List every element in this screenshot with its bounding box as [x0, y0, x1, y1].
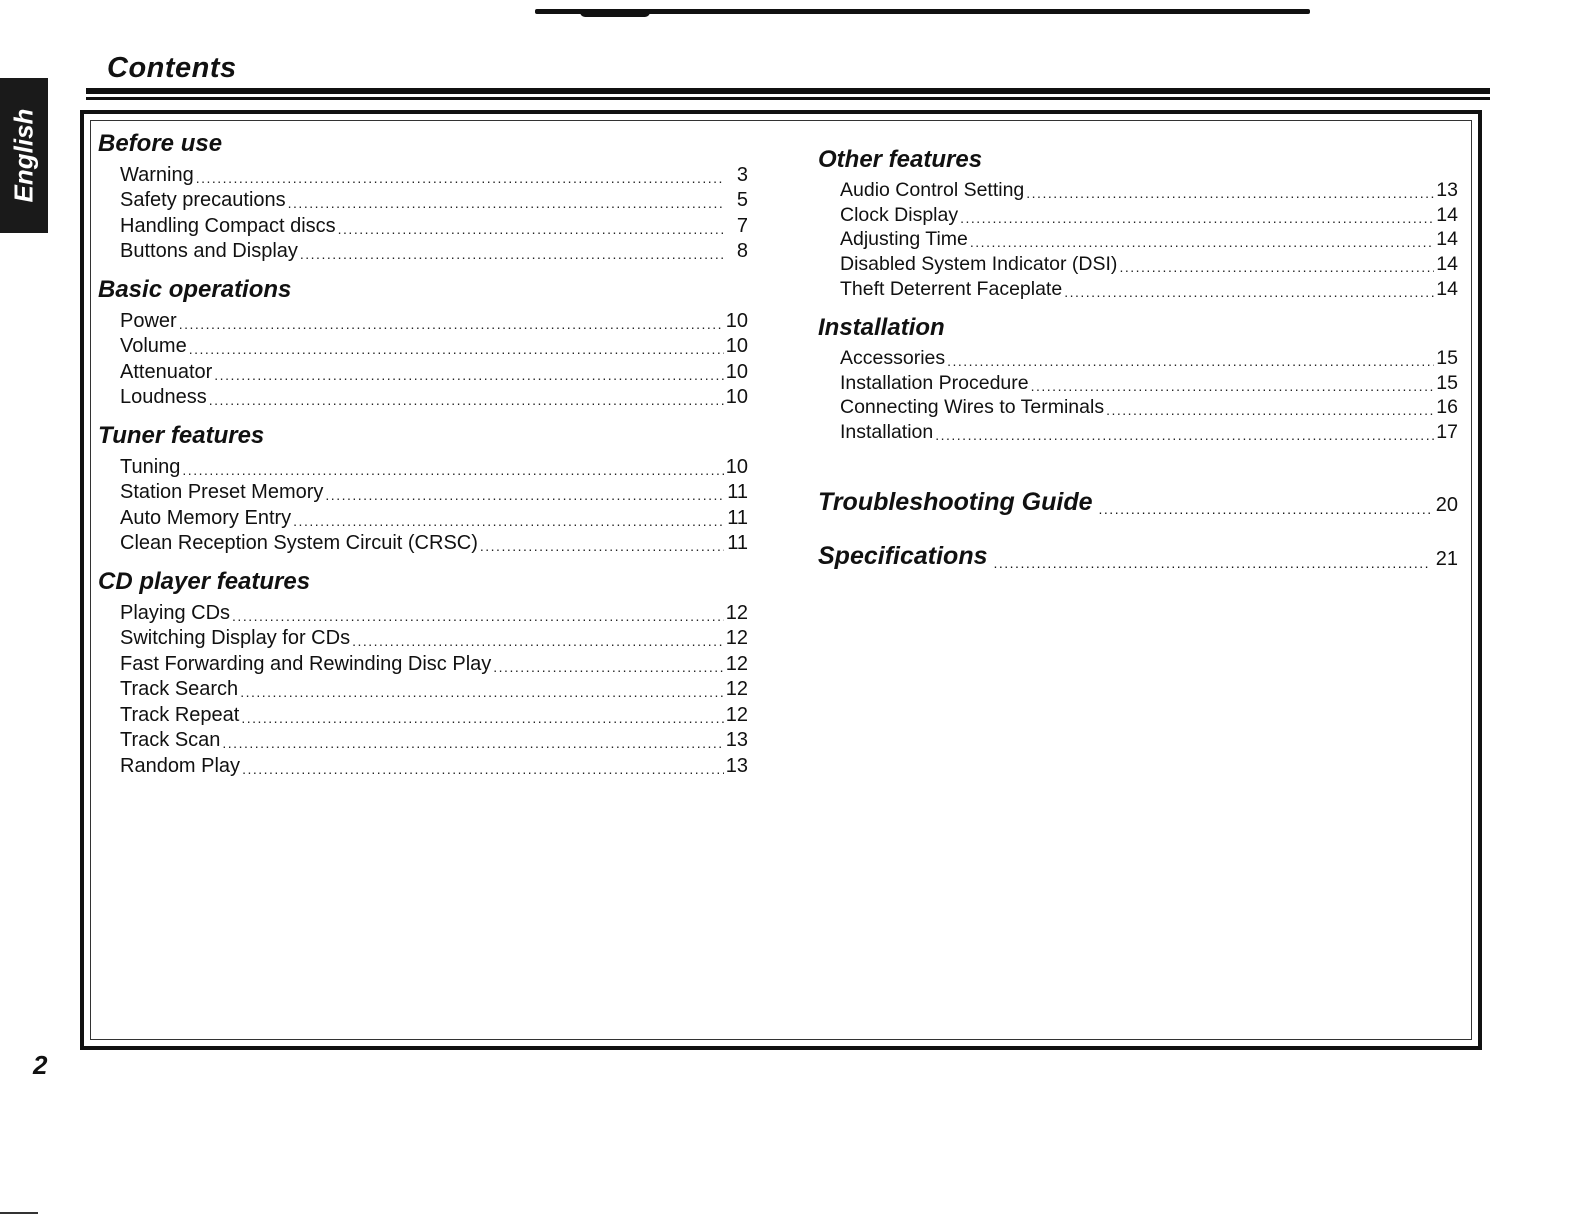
entry-label: Auto Memory Entry: [120, 506, 292, 529]
dot-leader: [994, 555, 1430, 571]
toc-entry[interactable]: [98, 753, 748, 779]
toc-entry[interactable]: [98, 334, 748, 360]
dot-leader: [196, 168, 724, 188]
dot-leader: [241, 708, 723, 728]
dot-leader: [480, 536, 724, 556]
entry-page-number: 11: [727, 481, 748, 503]
toc-section: [818, 146, 1458, 302]
major-entry-page-number: 21: [1435, 548, 1458, 571]
dot-leader: [288, 193, 724, 213]
section-title: Installation: [818, 313, 945, 341]
entry-label: Track Repeat: [120, 703, 240, 726]
dot-leader: [1026, 183, 1434, 203]
entry-page-number: 14: [1436, 228, 1458, 251]
toc-section: [98, 568, 748, 779]
entry-page-number: 10: [725, 386, 748, 408]
toc-entry[interactable]: [98, 505, 748, 531]
entry-page-number: 12: [725, 652, 748, 675]
entry-page-number: 3: [736, 163, 748, 186]
entry-label: Theft Deterrent Faceplate: [840, 277, 1063, 300]
entry-label: Power: [120, 309, 177, 332]
left-column: [98, 130, 748, 791]
toc-entry[interactable]: [98, 651, 748, 677]
dot-leader: [970, 232, 1434, 252]
entry-label: Installation: [840, 421, 934, 444]
toc-entry[interactable]: [818, 371, 1458, 396]
entry-label: Connecting Wires to Terminals: [840, 396, 1105, 419]
toc-entry[interactable]: [98, 480, 748, 506]
dot-leader: [1031, 376, 1434, 396]
title-rule: [86, 88, 1490, 94]
entry-page-number: 10: [725, 455, 748, 478]
entry-page-number: 15: [1436, 371, 1458, 394]
toc-entry[interactable]: [98, 188, 748, 214]
entry-label: Playing CDs: [120, 601, 231, 624]
dot-leader: [1119, 257, 1434, 277]
entry-label: Volume: [120, 335, 187, 357]
entry-page-number: 14: [1436, 277, 1458, 300]
toc-entry[interactable]: [98, 600, 748, 626]
top-scan-rule-accent: [580, 12, 650, 17]
dot-leader: [1064, 282, 1434, 302]
entry-page-number: 13: [1436, 178, 1458, 201]
entry-label: Warning: [120, 163, 194, 186]
toc-entry[interactable]: [98, 213, 748, 239]
toc-entry[interactable]: [818, 346, 1458, 371]
toc-entry[interactable]: [818, 203, 1458, 228]
section-title: Other features: [818, 146, 983, 173]
entry-label: Station Preset Memory: [120, 481, 324, 503]
dot-leader: [179, 314, 724, 334]
dot-leader: [222, 733, 723, 753]
entry-page-number: 10: [725, 335, 748, 357]
entry-page-number: 13: [725, 754, 748, 777]
toc-entry[interactable]: [98, 385, 748, 411]
entry-label: Clean Reception System Circuit (CRSC): [120, 532, 478, 554]
entry-label: Fast Forwarding and Rewinding Disc Play: [120, 652, 492, 675]
dot-leader: [209, 390, 724, 410]
toc-entry[interactable]: [98, 454, 748, 480]
major-entry-label: Troubleshooting Guide: [818, 488, 1093, 517]
entry-label: Handling Compact discs: [120, 214, 336, 237]
toc-section: [98, 130, 748, 264]
toc-entry[interactable]: [818, 277, 1458, 302]
dot-leader: [293, 511, 724, 531]
language-tab: [0, 78, 48, 233]
dot-leader: [338, 219, 724, 239]
entry-page-number: 10: [725, 309, 748, 332]
entry-label: Safety precautions: [120, 189, 286, 211]
dot-leader: [232, 606, 724, 626]
entry-page-number: 10: [725, 360, 748, 383]
dot-leader: [352, 631, 724, 651]
entry-page-number: 11: [727, 532, 748, 554]
entry-label: Switching Display for CDs: [120, 627, 351, 649]
entry-label: Loudness: [120, 386, 207, 408]
entry-page-number: 12: [725, 703, 748, 726]
section-title: Basic operations: [98, 276, 292, 303]
dot-leader: [1099, 501, 1430, 517]
entry-label: Adjusting Time: [840, 228, 968, 251]
right-column: [818, 146, 1458, 583]
top-scan-rule: [535, 9, 1310, 14]
toc-entry[interactable]: [818, 396, 1458, 421]
entry-label: Track Search: [120, 678, 239, 700]
toc-section: [98, 422, 748, 556]
toc-entry[interactable]: [98, 162, 748, 188]
toc-major-entry[interactable]: [818, 481, 1458, 517]
entry-label: Attenuator: [120, 360, 213, 383]
major-entry-label: Specifications: [818, 542, 988, 571]
entry-page-number: 12: [725, 601, 748, 624]
dot-leader: [325, 485, 724, 505]
entry-page-number: 7: [736, 214, 748, 237]
dot-leader: [935, 425, 1434, 445]
entry-page-number: 13: [725, 729, 748, 751]
entry-page-number: 15: [1436, 346, 1458, 369]
toc-entry[interactable]: [818, 252, 1458, 277]
toc-entry[interactable]: [818, 178, 1458, 203]
edge-mark: [0, 1212, 38, 1214]
toc-entry[interactable]: [98, 308, 748, 334]
entry-label: Random Play: [120, 754, 241, 777]
toc-entry[interactable]: [818, 420, 1458, 445]
dot-leader: [960, 208, 1434, 228]
section-title: Tuner features: [98, 422, 265, 449]
page-number: 2: [33, 1050, 48, 1080]
entry-page-number: 17: [1436, 421, 1458, 444]
dot-leader: [240, 682, 724, 702]
section-title: CD player features: [98, 568, 311, 595]
entry-page-number: 11: [727, 506, 748, 529]
section-title: Before use: [98, 130, 223, 157]
dot-leader: [1106, 400, 1434, 420]
entry-label: Disabled System Indicator (DSI): [840, 253, 1118, 276]
title-rule-thin: [86, 97, 1490, 100]
entry-page-number: 16: [1436, 396, 1458, 419]
entry-page-number: 12: [725, 678, 748, 700]
entry-label: Tuning: [120, 455, 181, 478]
entry-label: Clock Display: [840, 203, 959, 226]
entry-label: Accessories: [840, 346, 946, 369]
entry-label: Track Scan: [120, 729, 221, 751]
toc-entry[interactable]: [98, 531, 748, 557]
entry-label: Installation Procedure: [840, 371, 1029, 394]
entry-page-number: 14: [1436, 253, 1458, 276]
language-tab-label: English: [8, 108, 39, 203]
toc-major-entry[interactable]: [818, 535, 1458, 571]
dot-leader: [300, 244, 724, 264]
page-title: Contents: [107, 52, 237, 84]
dot-leader: [182, 460, 723, 480]
toc-entry[interactable]: [818, 228, 1458, 253]
toc-section: [98, 276, 748, 410]
entry-label: Audio Control Setting: [840, 178, 1025, 201]
dot-leader: [947, 351, 1434, 371]
toc-entry[interactable]: [98, 677, 748, 703]
toc-entry[interactable]: [98, 359, 748, 385]
toc-entry[interactable]: [98, 728, 748, 754]
dot-leader: [493, 657, 723, 677]
toc-entry[interactable]: [98, 626, 748, 652]
dot-leader: [214, 365, 723, 385]
entry-label: Buttons and Display: [120, 240, 298, 262]
entry-page-number: 5: [736, 189, 748, 211]
entry-page-number: 14: [1436, 203, 1458, 226]
toc-entry[interactable]: [98, 702, 748, 728]
toc-section: [818, 314, 1458, 445]
entry-page-number: 8: [736, 240, 748, 262]
dot-leader: [189, 339, 724, 359]
major-entry-page-number: 20: [1435, 494, 1458, 517]
dot-leader: [242, 759, 724, 779]
toc-entry[interactable]: [98, 239, 748, 265]
entry-page-number: 12: [725, 627, 748, 649]
